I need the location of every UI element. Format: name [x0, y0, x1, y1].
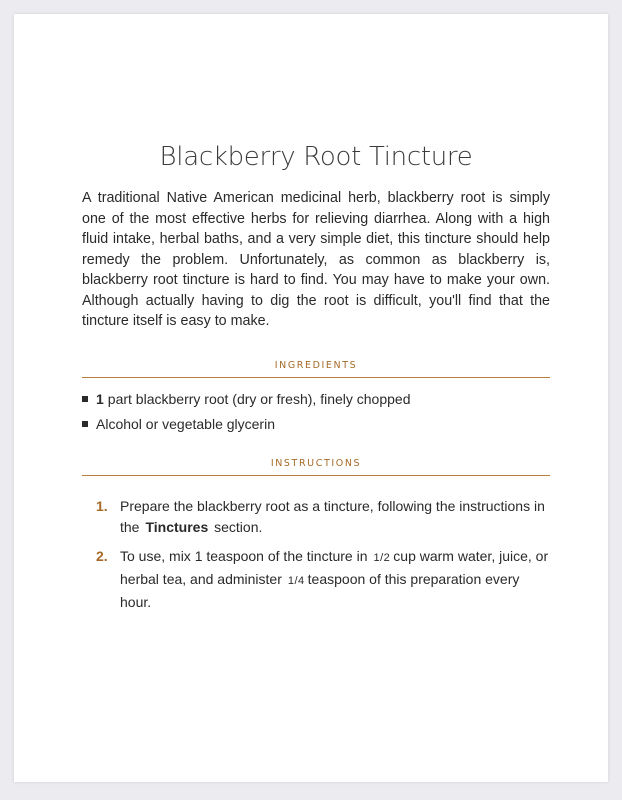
ingredient-quantity: 1: [96, 390, 104, 407]
ingredient-item: [82, 390, 550, 408]
step-text: Prepare the blackberry root as a tincture, following the instructions in the: [120, 497, 545, 535]
fraction-half: 1/2: [373, 551, 391, 564]
step-text: To use, mix 1 teaspoon of the tincture in: [120, 547, 368, 564]
instruction-step: [82, 496, 550, 538]
square-bullet-icon: [82, 421, 88, 427]
ingredient-text: Alcohol or vegetable glycerin: [96, 415, 275, 432]
ingredients-heading: INGREDIENTS: [82, 360, 550, 378]
recipe-intro: A traditional Native American medicinal herb, blackberry root is simply one of the most effective herbs for relieving diarrhea. Along with a high fluid intake, herbal baths, and a very simple diet, this tincture should help remedy the problem. Unfortunately, as common as blackberry is, blackberry root tincture is hard to find. You may have to make your own. Although actually having to dig the root is difficult, you'll find that the tincture itself is easy to make.: [82, 190, 550, 329]
ingredients-list: [82, 390, 550, 433]
step-number: 1.: [96, 497, 108, 514]
instruction-step: [82, 546, 550, 613]
fraction-quarter: 1/4: [287, 574, 305, 587]
square-bullet-icon: [82, 396, 88, 402]
ingredient-text: part blackberry root (dry or fresh), finely chopped: [107, 390, 411, 407]
step-text-end: section.: [214, 518, 263, 535]
step-text-end: teaspoon of this preparation every hour.: [120, 570, 520, 610]
document-page: [14, 14, 608, 782]
instructions-list: [82, 496, 550, 613]
tinctures-section-link[interactable]: Tinctures: [145, 518, 209, 535]
step-number: 2.: [96, 547, 108, 564]
ingredient-item: [82, 415, 550, 433]
recipe-title: Blackberry Root Tincture: [159, 142, 473, 172]
recipe-content: [82, 142, 550, 621]
step-text-mid: cup warm water, juice, or herbal tea, and administer: [120, 547, 549, 587]
instructions-heading: INSTRUCTIONS: [82, 458, 550, 476]
